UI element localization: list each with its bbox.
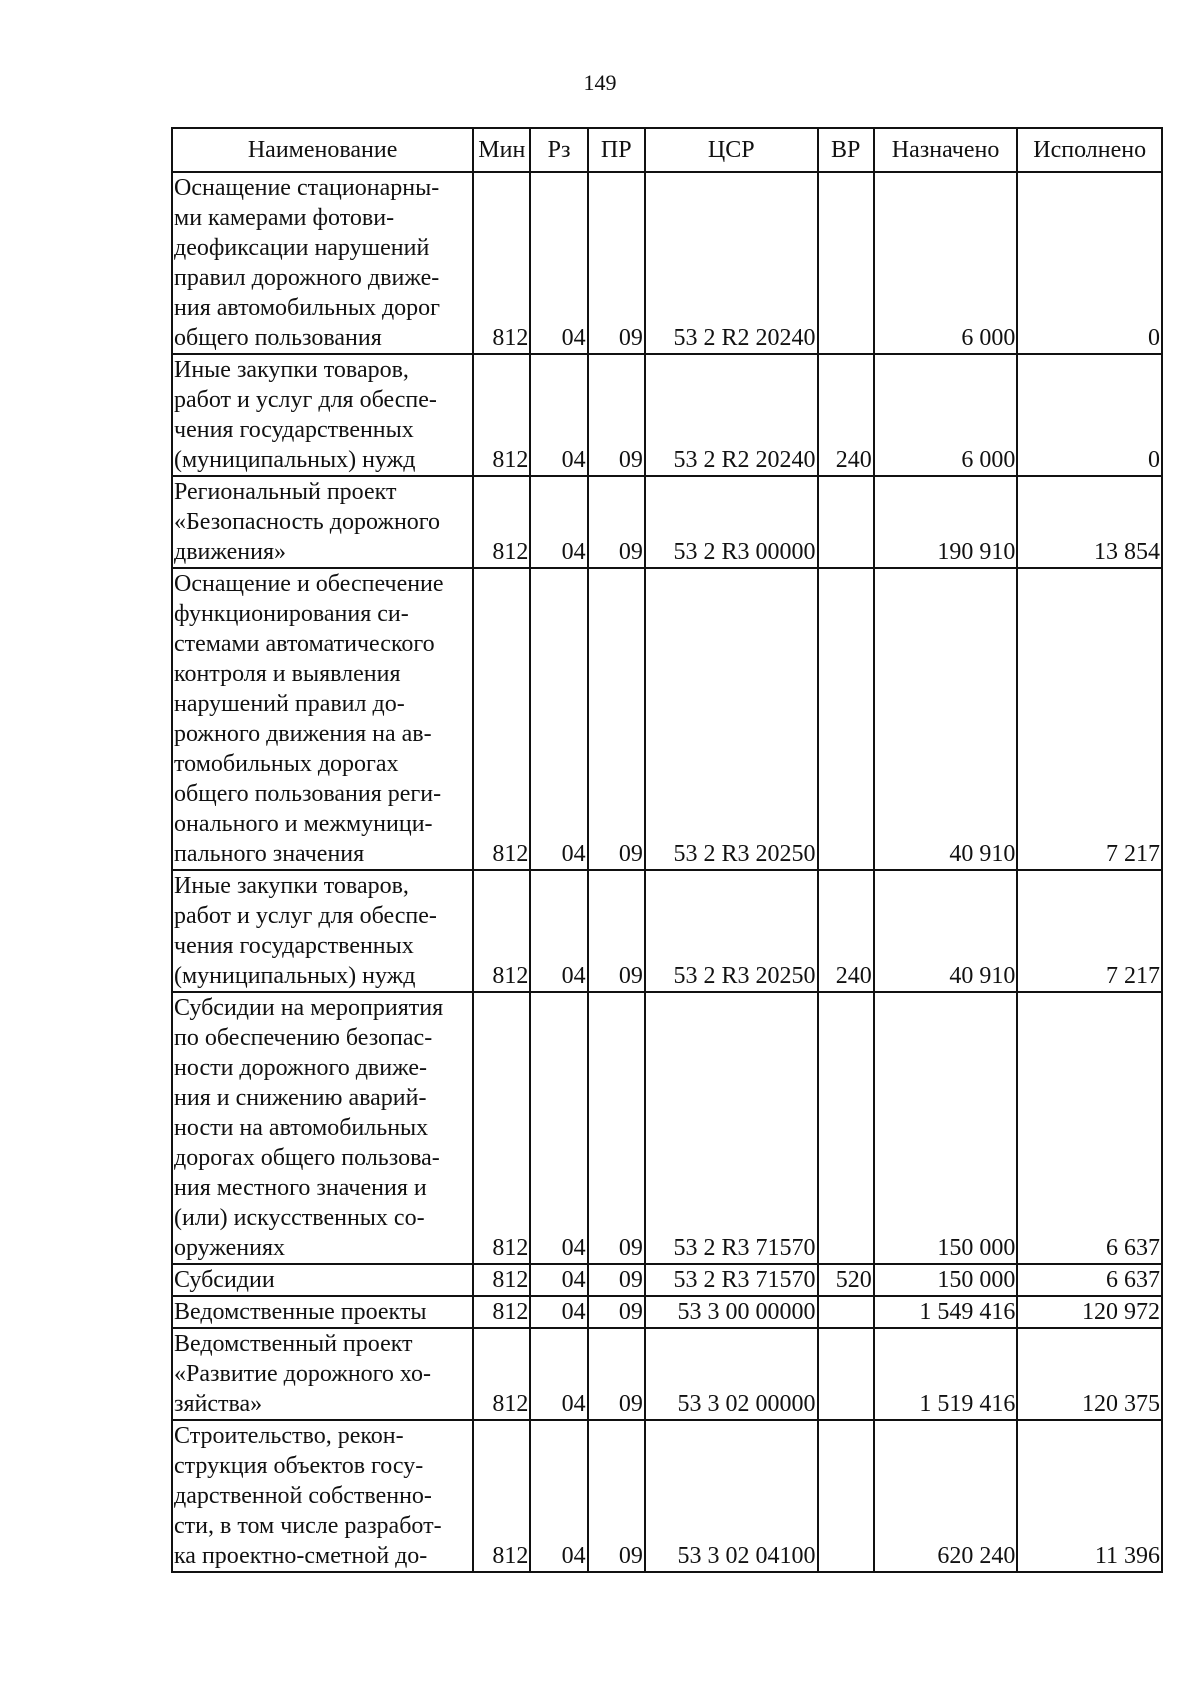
row-min: 812 [473, 1264, 530, 1296]
row-rz: 04 [530, 354, 587, 476]
row-planned: 1 549 416 [874, 1296, 1018, 1328]
row-min: 812 [473, 992, 530, 1264]
row-pr: 09 [588, 1264, 645, 1296]
budget-table [171, 127, 1163, 1573]
row-pr: 09 [588, 568, 645, 870]
table-row [172, 172, 1162, 354]
row-name: Ведомственные проекты [172, 1296, 473, 1328]
row-name: Ведомственный проект «Развитие дорожного хо- зяйства» [172, 1328, 473, 1420]
row-vr [818, 1328, 874, 1420]
header-planned: Назначено [874, 128, 1018, 172]
row-rz: 04 [530, 172, 587, 354]
row-vr [818, 172, 874, 354]
row-csr: 53 2 R2 20240 [645, 354, 818, 476]
row-planned: 40 910 [874, 568, 1018, 870]
row-name: Оснащение и обеспечение функционирования си- стемами автоматического контроля и выявления нарушений правил до- рожного движения на ав- томобильных дорогах общего пользования реги- онального и межмуници- пального значения [172, 568, 473, 870]
row-min: 812 [473, 1296, 530, 1328]
row-pr: 09 [588, 354, 645, 476]
row-vr [818, 1420, 874, 1572]
row-planned: 620 240 [874, 1420, 1018, 1572]
row-executed: 7 217 [1017, 870, 1162, 992]
table-row [172, 476, 1162, 568]
row-rz: 04 [530, 568, 587, 870]
table-row [172, 992, 1162, 1264]
row-planned: 190 910 [874, 476, 1018, 568]
row-pr: 09 [588, 1296, 645, 1328]
row-name: Оснащение стационарны- ми камерами фотови- деофиксации нарушений правил дорожного движе- ния автомобильных дорог общего пользования [172, 172, 473, 354]
header-csr: ЦСР [645, 128, 818, 172]
row-vr [818, 476, 874, 568]
row-csr: 53 3 02 04100 [645, 1420, 818, 1572]
row-rz: 04 [530, 992, 587, 1264]
table-row [172, 1264, 1162, 1296]
row-rz: 04 [530, 1296, 587, 1328]
row-vr: 240 [818, 354, 874, 476]
row-csr: 53 2 R3 20250 [645, 870, 818, 992]
header-rz: Рз [530, 128, 587, 172]
row-executed: 6 637 [1017, 992, 1162, 1264]
row-executed: 6 637 [1017, 1264, 1162, 1296]
row-min: 812 [473, 870, 530, 992]
row-name: Иные закупки товаров, работ и услуг для обеспе- чения государственных (муниципальных) нужд [172, 870, 473, 992]
row-vr: 520 [818, 1264, 874, 1296]
row-rz: 04 [530, 1264, 587, 1296]
row-pr: 09 [588, 992, 645, 1264]
row-csr: 53 2 R3 71570 [645, 992, 818, 1264]
row-min: 812 [473, 1328, 530, 1420]
table-row [172, 1420, 1162, 1572]
row-executed: 0 [1017, 354, 1162, 476]
row-name: Субсидии на мероприятия по обеспечению безопас- ности дорожного движе- ния и снижению аварий- ности на автомобильных дорогах общего пользова- ния местного значения и (или) искусственных со- оружениях [172, 992, 473, 1264]
row-min: 812 [473, 172, 530, 354]
row-planned: 6 000 [874, 172, 1018, 354]
row-pr: 09 [588, 476, 645, 568]
row-name: Региональный проект «Безопасность дорожного движения» [172, 476, 473, 568]
row-min: 812 [473, 1420, 530, 1572]
row-name: Иные закупки товаров, работ и услуг для обеспе- чения государственных (муниципальных) нужд [172, 354, 473, 476]
row-name: Субсидии [172, 1264, 473, 1296]
row-pr: 09 [588, 870, 645, 992]
row-planned: 40 910 [874, 870, 1018, 992]
row-rz: 04 [530, 1328, 587, 1420]
row-executed: 7 217 [1017, 568, 1162, 870]
row-pr: 09 [588, 1328, 645, 1420]
row-csr: 53 2 R3 71570 [645, 1264, 818, 1296]
header-pr: ПР [588, 128, 645, 172]
row-name: Строительство, рекон- струкция объектов госу- дарственной собственно- сти, в том числе разработ- ка проектно-сметной до- [172, 1420, 473, 1572]
header-min: Мин [473, 128, 530, 172]
page-number: 149 [583, 70, 617, 95]
row-rz: 04 [530, 1420, 587, 1572]
row-vr [818, 1296, 874, 1328]
row-min: 812 [473, 568, 530, 870]
row-executed: 11 396 [1017, 1420, 1162, 1572]
table-header-row [172, 128, 1162, 172]
row-executed: 13 854 [1017, 476, 1162, 568]
row-rz: 04 [530, 476, 587, 568]
row-planned: 150 000 [874, 992, 1018, 1264]
row-planned: 150 000 [874, 1264, 1018, 1296]
header-executed: Исполнено [1017, 128, 1162, 172]
row-pr: 09 [588, 1420, 645, 1572]
row-csr: 53 2 R3 00000 [645, 476, 818, 568]
row-vr: 240 [818, 870, 874, 992]
row-rz: 04 [530, 870, 587, 992]
row-min: 812 [473, 476, 530, 568]
row-vr [818, 992, 874, 1264]
row-csr: 53 3 00 00000 [645, 1296, 818, 1328]
row-executed: 0 [1017, 172, 1162, 354]
header-name: Наименование [172, 128, 473, 172]
row-vr [818, 568, 874, 870]
row-csr: 53 2 R2 20240 [645, 172, 818, 354]
row-planned: 1 519 416 [874, 1328, 1018, 1420]
table-row [172, 568, 1162, 870]
row-csr: 53 3 02 00000 [645, 1328, 818, 1420]
table-row [172, 354, 1162, 476]
row-planned: 6 000 [874, 354, 1018, 476]
row-min: 812 [473, 354, 530, 476]
row-csr: 53 2 R3 20250 [645, 568, 818, 870]
header-vr: ВР [818, 128, 874, 172]
row-pr: 09 [588, 172, 645, 354]
table-row [172, 1296, 1162, 1328]
table-row [172, 1328, 1162, 1420]
row-executed: 120 972 [1017, 1296, 1162, 1328]
table-row [172, 870, 1162, 992]
row-executed: 120 375 [1017, 1328, 1162, 1420]
